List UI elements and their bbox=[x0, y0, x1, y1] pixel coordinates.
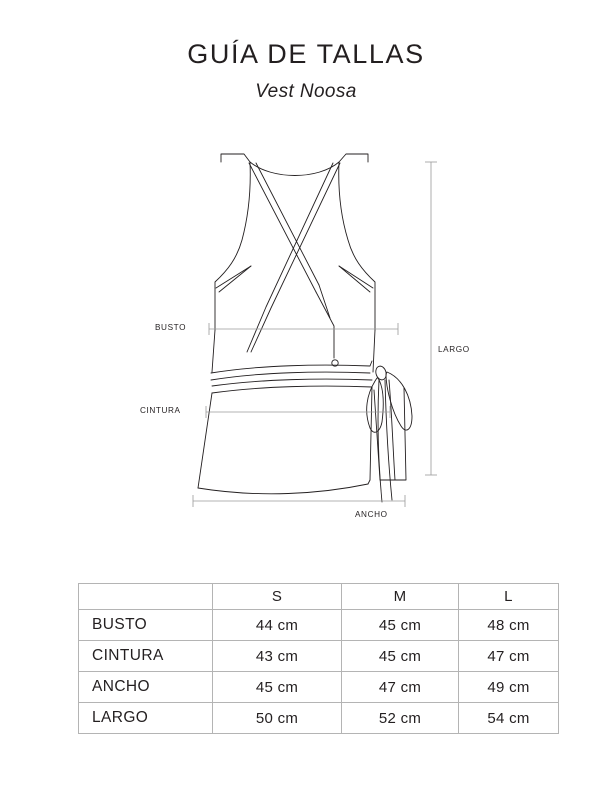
product-name-subtitle: Vest Noosa bbox=[255, 80, 357, 102]
body-outline-left bbox=[215, 154, 250, 330]
table-header-row bbox=[79, 584, 559, 610]
bow-tail-left-b bbox=[385, 380, 392, 500]
dimension-label-length: LARGO bbox=[438, 345, 470, 354]
page-title: GUÍA DE TALLAS bbox=[187, 39, 425, 69]
table-row bbox=[79, 610, 559, 641]
table-corner-cell bbox=[79, 584, 213, 610]
wrap-edge-right-outer bbox=[251, 163, 340, 352]
table-row bbox=[79, 672, 559, 703]
body-outline-right bbox=[339, 154, 375, 330]
cell-largo-s: 50 cm bbox=[213, 703, 342, 734]
bow-tail-right bbox=[389, 380, 395, 480]
tie-belt-band-lower-b bbox=[212, 386, 372, 393]
dimension-label-waist: CINTURA bbox=[140, 406, 181, 415]
cell-busto-s: 44 cm bbox=[213, 610, 342, 641]
row-label-largo: LARGO bbox=[79, 703, 213, 734]
tie-belt-band-upper bbox=[211, 361, 372, 373]
peplum-outline-left bbox=[198, 393, 212, 488]
cell-ancho-s: 45 cm bbox=[213, 672, 342, 703]
peplum-right-edge-panel bbox=[368, 480, 370, 484]
bust-dart-right-b bbox=[339, 266, 370, 292]
bow-tail-left bbox=[378, 380, 382, 502]
row-label-busto: BUSTO bbox=[79, 610, 213, 641]
cell-busto-m: 45 cm bbox=[342, 610, 459, 641]
side-seam-right bbox=[373, 330, 375, 372]
peplum-underlayer bbox=[374, 388, 406, 480]
tie-belt-band-lower bbox=[212, 379, 372, 386]
column-header-s: S bbox=[213, 584, 342, 610]
dimension-label-bust: BUSTO bbox=[155, 323, 187, 332]
cell-cintura-l: 47 cm bbox=[459, 641, 559, 672]
cell-cintura-m: 45 cm bbox=[342, 641, 459, 672]
bust-dart-right bbox=[339, 266, 373, 288]
document-header bbox=[0, 40, 612, 103]
row-label-cintura: CINTURA bbox=[79, 641, 213, 672]
neckline-back-curve bbox=[250, 162, 339, 176]
peplum-outline-right bbox=[370, 387, 372, 480]
wrap-edge-left-inner bbox=[256, 163, 319, 285]
bow-loop-right bbox=[386, 372, 412, 430]
wrap-edge-right-inner bbox=[247, 163, 333, 352]
bust-dart-left-b bbox=[219, 266, 251, 292]
table-row bbox=[79, 703, 559, 734]
dimension-label-width: ANCHO bbox=[355, 510, 388, 519]
column-header-l: L bbox=[459, 584, 559, 610]
cell-cintura-s: 43 cm bbox=[213, 641, 342, 672]
cell-ancho-l: 49 cm bbox=[459, 672, 559, 703]
garment-illustration bbox=[120, 140, 500, 540]
cell-largo-m: 52 cm bbox=[342, 703, 459, 734]
side-seam-left bbox=[212, 330, 215, 372]
peplum-hem bbox=[198, 484, 368, 494]
column-header-m: M bbox=[342, 584, 459, 610]
cell-largo-l: 54 cm bbox=[459, 703, 559, 734]
technical-flat-sketch-svg bbox=[120, 140, 500, 540]
bust-dart-left bbox=[216, 266, 251, 288]
size-chart-table bbox=[78, 583, 559, 734]
cell-busto-l: 48 cm bbox=[459, 610, 559, 641]
cell-ancho-m: 47 cm bbox=[342, 672, 459, 703]
row-label-ancho: ANCHO bbox=[79, 672, 213, 703]
table-row bbox=[79, 641, 559, 672]
wrap-edge-left-outer bbox=[249, 163, 316, 292]
